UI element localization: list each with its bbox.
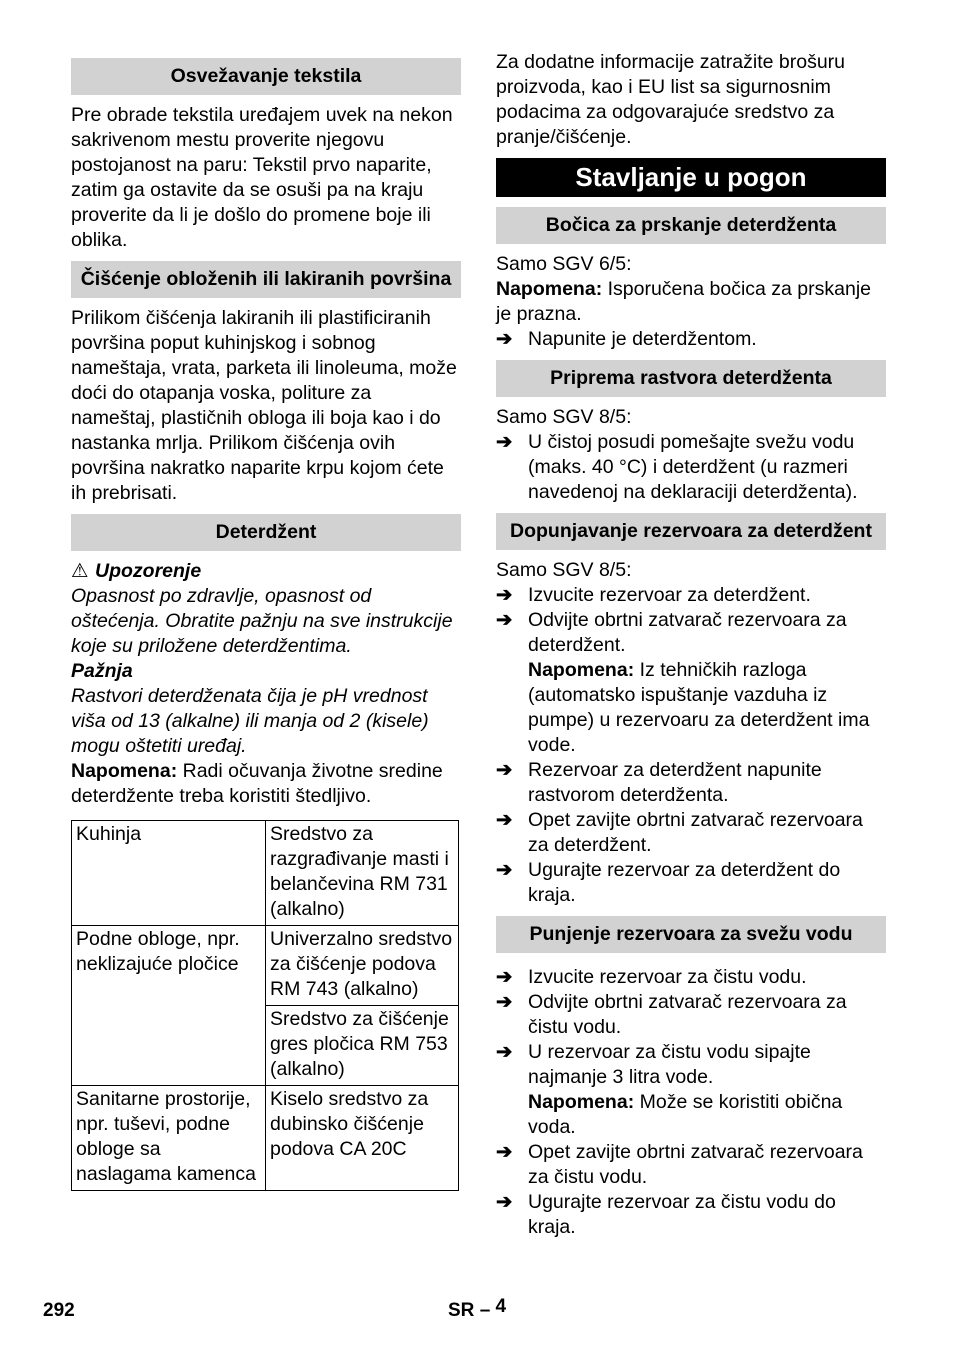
arrow-icon: ➔ <box>496 1191 513 1213</box>
section-heading-solution-prep: Priprema rastvora deterdženta <box>496 360 886 397</box>
step-item: ➔ Izvucite rezervoar za čistu vodu. <box>496 966 807 988</box>
arrow-icon: ➔ <box>496 584 513 606</box>
footer-section-label <box>448 1298 506 1323</box>
section-heading-textile: Osvežavanje tekstila <box>71 58 461 95</box>
intro-paragraph: Za dodatne informacije zatražite brošuru proizvoda, kao i EU list sa sigurnosnim podacima za odgovarajuće sredstvo za pranje/čišćenje. <box>496 51 846 148</box>
page-number: 292 <box>43 1300 75 1321</box>
note-text: Radi očuvanja životne sredine deterdžente treba koristiti štedljivo. <box>71 760 443 807</box>
section-heading-detergent-tank: Dopunjavanje rezervoara za deterdžent <box>496 513 886 550</box>
main-chapter-title: Stavljanje u pogon <box>496 158 886 197</box>
language-code: SR <box>448 1300 475 1321</box>
arrow-icon: ➔ <box>496 1041 513 1063</box>
step-item: ➔ Opet zavijte obrtni zatvarač rezervoara za čistu vodu. <box>496 1141 863 1188</box>
warning-text: Opasnost po zdravlje, opasnost od oštećenja. Obratite pažnju na sve instrukcije koje su priložene deterdžentima. <box>71 585 453 657</box>
arrow-icon: ➔ <box>496 759 513 781</box>
left-column <box>71 50 461 1191</box>
right-column <box>496 50 886 1240</box>
arrow-icon: ➔ <box>496 966 513 988</box>
section-heading-detergent: Deterdžent <box>71 514 461 551</box>
warning-heading <box>71 559 461 584</box>
coated-surfaces-paragraph: Prilikom čišćenja lakiranih ili plastificiranih površina poput kuhinjskog i sobnog nameštaja, vrata, parketa ili linoleuma, može doći do otapanja voska, politure za nameštaj, plastičnih obloga ili boja kao i do nastanka mrlja. Prilikom čišćenja ovih površina nakratko naparite krpu kojom ćete ih prebrisati. <box>71 307 457 504</box>
table-cell: Sanitarne prostorije, npr. tuševi, podne obloge sa naslagama kamenca <box>72 1086 266 1191</box>
step-item: ➔ U čistoj posudi pomešajte svežu vodu (maks. 40 °C) i deterdžent (u razmeri navedenoj na deklaraciji deterdženta). <box>496 431 858 503</box>
detergent-table <box>71 820 459 1191</box>
step-item: ➔ Napunite je deterdžentom. <box>496 328 757 350</box>
detergent-note <box>71 759 461 809</box>
table-row <box>72 821 459 926</box>
table-cell: Univerzalno sredstvo za čišćenje podova RM 743 (alkalno) <box>266 926 459 1006</box>
arrow-icon: ➔ <box>496 431 513 453</box>
warning-label: Upozorenje <box>95 560 202 582</box>
table-cell: Sredstvo za razgrađivanje masti i belančevina RM 731 (alkalno) <box>266 821 459 926</box>
arrow-icon: ➔ <box>496 809 513 831</box>
section-page-number: 4 <box>495 1296 507 1317</box>
note-label: Napomena: <box>71 760 178 782</box>
table-cell: Podne obloge, npr. neklizajuće pločice <box>72 926 266 1086</box>
note-label: Napomena: <box>496 278 603 300</box>
arrow-icon: ➔ <box>496 328 513 350</box>
step-item: ➔ Odvijte obrtni zatvarač rezervoara za deterdžent. Napomena: Iz tehničkih razloga (automatsko ispuštanje vazduha iz pumpe) u rezervoaru za deterdžent ima vode. <box>496 609 870 756</box>
section-heading-fresh-water-tank: Punjenje rezervoara za svežu vodu <box>496 916 886 953</box>
model-note: Samo SGV 6/5: <box>496 253 632 275</box>
model-note: Samo SGV 8/5: <box>496 406 632 428</box>
table-cell: Kiselo sredstvo za dubinsko čišćenje podova CA 20C <box>266 1086 459 1191</box>
model-note: Samo SGV 8/5: <box>496 559 632 581</box>
step-item: ➔ Opet zavijte obrtni zatvarač rezervoara za deterdžent. <box>496 809 863 856</box>
note-label: Napomena: <box>528 659 635 681</box>
footer-dash: – <box>479 1300 491 1321</box>
arrow-icon: ➔ <box>496 859 513 881</box>
warning-triangle-icon: ⚠ <box>71 560 89 582</box>
table-cell: Kuhinja <box>72 821 266 926</box>
arrow-icon: ➔ <box>496 609 513 631</box>
note-label: Napomena: <box>528 1091 635 1113</box>
step-item: ➔ U rezervoar za čistu vodu sipajte najmanje 3 litra vode. Napomena: Može se koristiti obična voda. <box>496 1041 843 1138</box>
arrow-icon: ➔ <box>496 991 513 1013</box>
caution-label: Pažnja <box>71 660 133 682</box>
textile-paragraph: Pre obrade tekstila uređajem uvek na nekon sakrivenom mestu proverite njegovu postojanost na paru: Tekstil prvo naparite, zatim ga ostavite da se osuši pa na kraju proverite da li je došlo do promene boje ili oblika. <box>71 104 453 251</box>
step-item: ➔ Ugurajte rezervoar za deterdžent do kraja. <box>496 859 841 906</box>
step-item: ➔ Odvijte obrtni zatvarač rezervoara za čistu vodu. <box>496 991 847 1038</box>
section-heading-spray-bottle: Bočica za prskanje deterdženta <box>496 207 886 244</box>
table-row <box>72 1086 459 1191</box>
table-row <box>72 926 459 1006</box>
step-item: ➔ Ugurajte rezervoar za čistu vodu do kraja. <box>496 1191 836 1238</box>
step-item: ➔ Rezervoar za deterdžent napunite rastvorom deterdženta. <box>496 759 822 806</box>
step-item: ➔ Izvucite rezervoar za deterdžent. <box>496 584 811 606</box>
spray-bottle-note: Napomena: Isporučena bočica za prskanje je prazna. <box>496 278 872 325</box>
arrow-icon: ➔ <box>496 1141 513 1163</box>
section-heading-coated-surfaces: Čišćenje obloženih ili lakiranih površina <box>71 261 461 298</box>
table-cell: Sredstvo za čišćenje gres pločica RM 753 (alkalno) <box>266 1006 459 1086</box>
caution-text: Rastvori deterdženata čija je pH vrednost viša od 13 (alkalne) ili manja od 2 (kisele) mogu oštetiti uređaj. <box>71 685 429 757</box>
